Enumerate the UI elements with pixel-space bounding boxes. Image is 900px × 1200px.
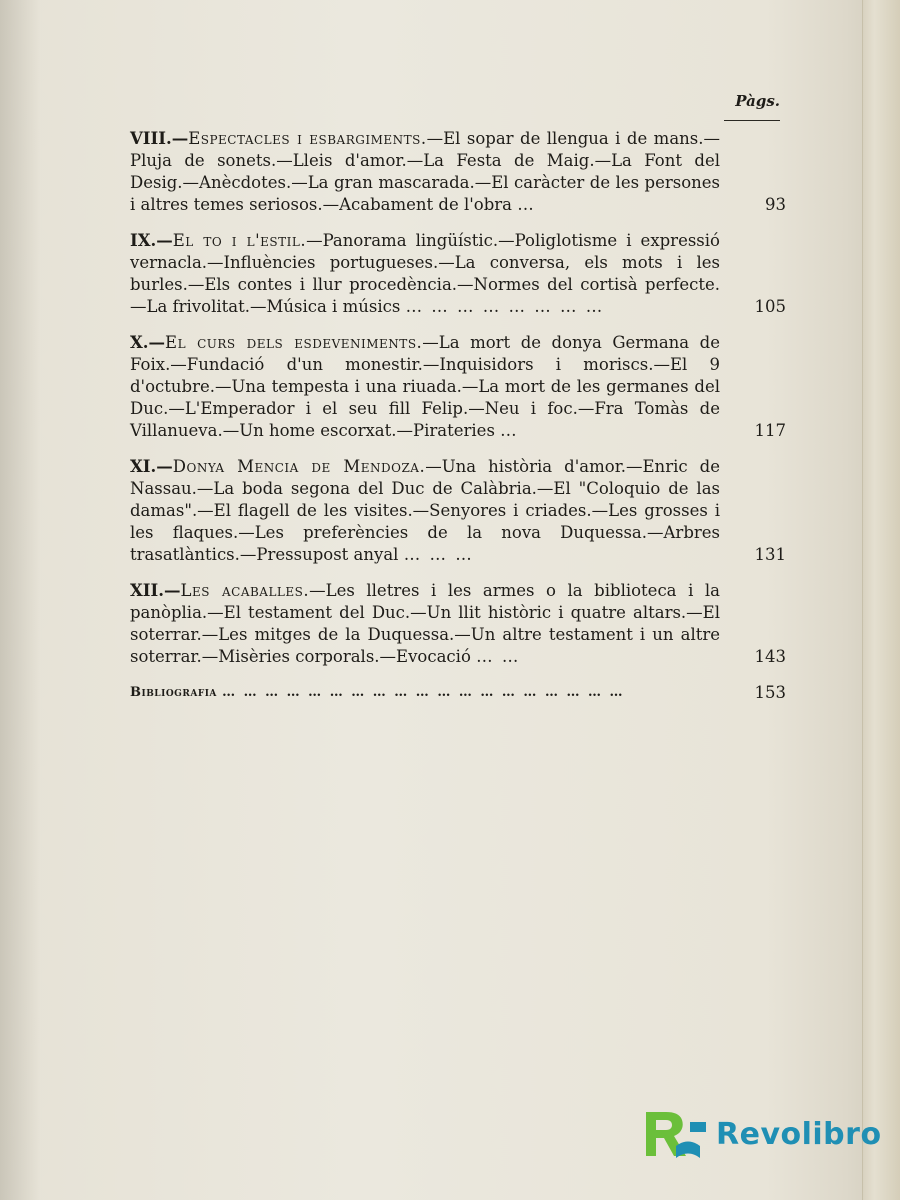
toc-entry-text <box>130 456 720 566</box>
toc-entry-text <box>130 580 720 668</box>
toc-entry-viii <box>130 128 790 216</box>
bibliography-label: Bibliografia <box>130 685 217 700</box>
pages-column-header: Pàgs. <box>735 92 780 110</box>
toc-entry-text <box>130 230 720 318</box>
revolibro-brand-text: Revolibro <box>716 1116 882 1152</box>
page-number: 153 <box>754 683 786 702</box>
chapter-summary: —La mort de donya Germana de Foix.—Fundació d'un monestir.—Inquisidors i moriscs.—El 9 d'octubre.—Una tempesta i una riuada.—La mort de les germanes del Duc.—L'Emperador i el seu fill Felip.—Neu i foc.—Fra Tomàs de Villanueva.—Un home escorxat.—Pirateries <box>130 333 720 440</box>
toc-entry-bibliography <box>130 682 790 704</box>
chapter-title: El curs dels esdeveniments. <box>165 333 423 352</box>
page-number: 93 <box>765 195 786 214</box>
page-number: 131 <box>754 545 786 564</box>
toc-entry-x <box>130 332 790 442</box>
dot-leaders: … … … … … … … … … … … … … … … … … … … <box>222 685 625 700</box>
dot-leaders: … <box>517 195 536 214</box>
table-of-contents <box>130 128 790 718</box>
revolibro-logo-icon <box>640 1106 712 1162</box>
toc-entry-text <box>130 682 720 704</box>
page-number: 105 <box>754 297 786 316</box>
dot-leaders: … <box>500 421 519 440</box>
page-shadow <box>0 0 40 1200</box>
chapter-summary: —Una història d'amor.—Enric de Nassau.—La boda segona del Duc de Calàbria.—El "Coloquio de las damas".—El flagell de les visites.—Senyores i criades.—Les grosses i les flaques.—Les preferències de la nova Duquessa.—Arbres trasatlàntics.—Pressupost anyal <box>130 457 720 564</box>
toc-entry-xii <box>130 580 790 668</box>
dot-leaders: … … <box>476 647 521 666</box>
page-number: 143 <box>754 647 786 666</box>
chapter-number: X.— <box>130 333 166 352</box>
chapter-title: Espectacles i esbargiments. <box>188 129 427 148</box>
header-rule <box>724 120 780 121</box>
chapter-title: Donya Mencia de Mendoza. <box>172 457 426 476</box>
adjacent-page-edge <box>862 0 900 1200</box>
revolibro-watermark <box>640 1104 890 1164</box>
chapter-number: VIII.— <box>130 129 189 148</box>
chapter-summary: —Panorama lingüístic.—Poliglotisme i expressió vernacla.—Influències portugueses.—La conversa, els mots i les burles.—Els contes i llur procedència.—Normes del cortisà perfecte.—La frivolitat.—Música i músics <box>130 231 720 316</box>
chapter-number: IX.— <box>130 231 173 250</box>
chapter-summary: —Les lletres i les armes o la biblioteca i la panòplia.—El testament del Duc.—Un llit històric i quatre altars.—El soterrar.—Les mitges de la Duquessa.—Un altre testament i un altre soterrar.—Misèries corporals.—Evocació <box>130 581 721 666</box>
chapter-number: XI.— <box>130 457 173 476</box>
toc-entry-xi <box>130 456 790 566</box>
dot-leaders: … … … … … … … … <box>405 297 605 316</box>
toc-entry-text <box>130 332 720 442</box>
chapter-summary: —El sopar de llengua i de mans.—Pluja de sonets.—Lleis d'amor.—La Festa de Maig.—La Font del Desig.—Anècdotes.—La gran mascarada.—El caràcter de les persones i altres temes seriosos.—Acabament de l'obra <box>130 129 720 214</box>
chapter-number: XII.— <box>130 581 181 600</box>
toc-entry-ix <box>130 230 790 318</box>
chapter-title: El to i l'estil. <box>172 231 307 250</box>
page-number: 117 <box>754 421 786 440</box>
dot-leaders: … … … <box>403 545 474 564</box>
chapter-title: Les acaballes. <box>180 581 310 600</box>
toc-entry-text <box>130 128 720 216</box>
